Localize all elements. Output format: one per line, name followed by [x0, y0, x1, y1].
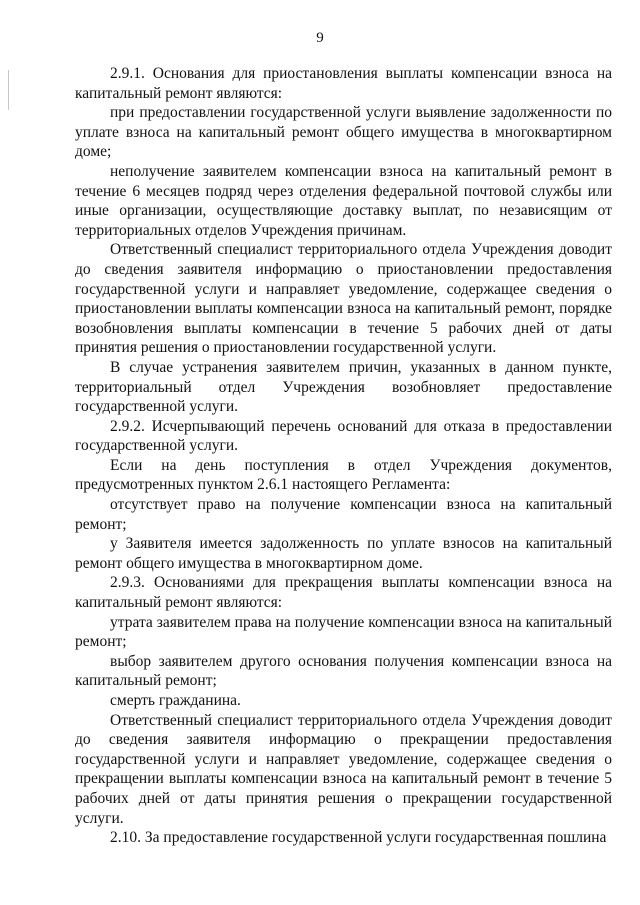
paragraph-termination-other-basis: выбор заявителем другого основания получения компенсации взноса на капитальный ремонт; [75, 652, 612, 690]
paragraph-2-9-2: 2.9.2. Исчерпывающий перечень оснований для отказа в предоставлении государственной услуги. [75, 417, 612, 455]
paragraph-resumption: В случае устранения заявителем причин, указанных в данном пункте, территориальный отдел Учреждения возобновляет предоставление государственной услуги. [75, 358, 612, 416]
paragraph-suspension-notice: Ответственный специалист территориального отдела Учреждения доводит до сведения заявителя информацию о приостановлении предоставления государственной услуги и направляет уведомление, содержащее сведения о приостановлении выплаты компенсации взноса на капитальный ремонт, порядке возобновления выплаты компенсации в течение 5 рабочих дней от даты принятия решения о приостановлении государственной услуги. [75, 241, 612, 357]
page-number: 9 [316, 30, 324, 46]
paragraph-suspension-reason-nonreceipt: неполучение заявителем компенсации взноса на капитальный ремонт в течение 6 месяцев подряд через отделения федеральной почтовой службы или иные организации, осуществляющие доставку выплат, по независящим от территориальных отделов Учреждения причинам. [75, 162, 612, 239]
paragraph-termination-notice: Ответственный специалист территориального отдела Учреждения доводит до сведения заявителя информацию о прекращении предоставления государственной услуги и направляет уведомление, содержащее сведения о прекращении выплаты компенсации взноса на капитальный ремонт в течение 5 рабочих дней от даты принятия решения о прекращении государственной услуги. [75, 711, 612, 827]
paragraph-termination-loss-of-right: утрата заявителем права на получение компенсации взноса на капитальный ремонт; [75, 613, 612, 651]
paragraph-2-9-1: 2.9.1. Основания для приостановления выплаты компенсации взноса на капитальный ремонт являются: [75, 65, 612, 102]
document-body [75, 64, 612, 848]
paragraph-refusal-no-right: отсутствует право на получение компенсации взноса на капитальный ремонт; [75, 496, 612, 533]
paragraph-2-10: 2.10. За предоставление государственной услуги государственная пошлина [110, 829, 607, 847]
paragraph-termination-death: смерть гражданина. [110, 692, 241, 709]
paragraph-refusal-debt: у Заявителя имеется задолженность по уплате взносов на капитальный ремонт общего имущества в многоквартирном доме. [75, 535, 612, 572]
paragraph-refusal-condition: Если на день поступления в отдел Учреждения документов, предусмотренных пунктом 2.6.1 настоящего Регламента: [75, 456, 612, 494]
scan-edge-mark [8, 70, 9, 110]
paragraph-2-9-3: 2.9.3. Основаниями для прекращения выплаты компенсации взноса на капитальный ремонт являются: [75, 574, 612, 612]
paragraph-suspension-reason-debt: при предоставлении государственной услуги выявление задолженности по уплате взноса на капитальный ремонт общего имущества в многоквартирном доме; [75, 104, 612, 161]
